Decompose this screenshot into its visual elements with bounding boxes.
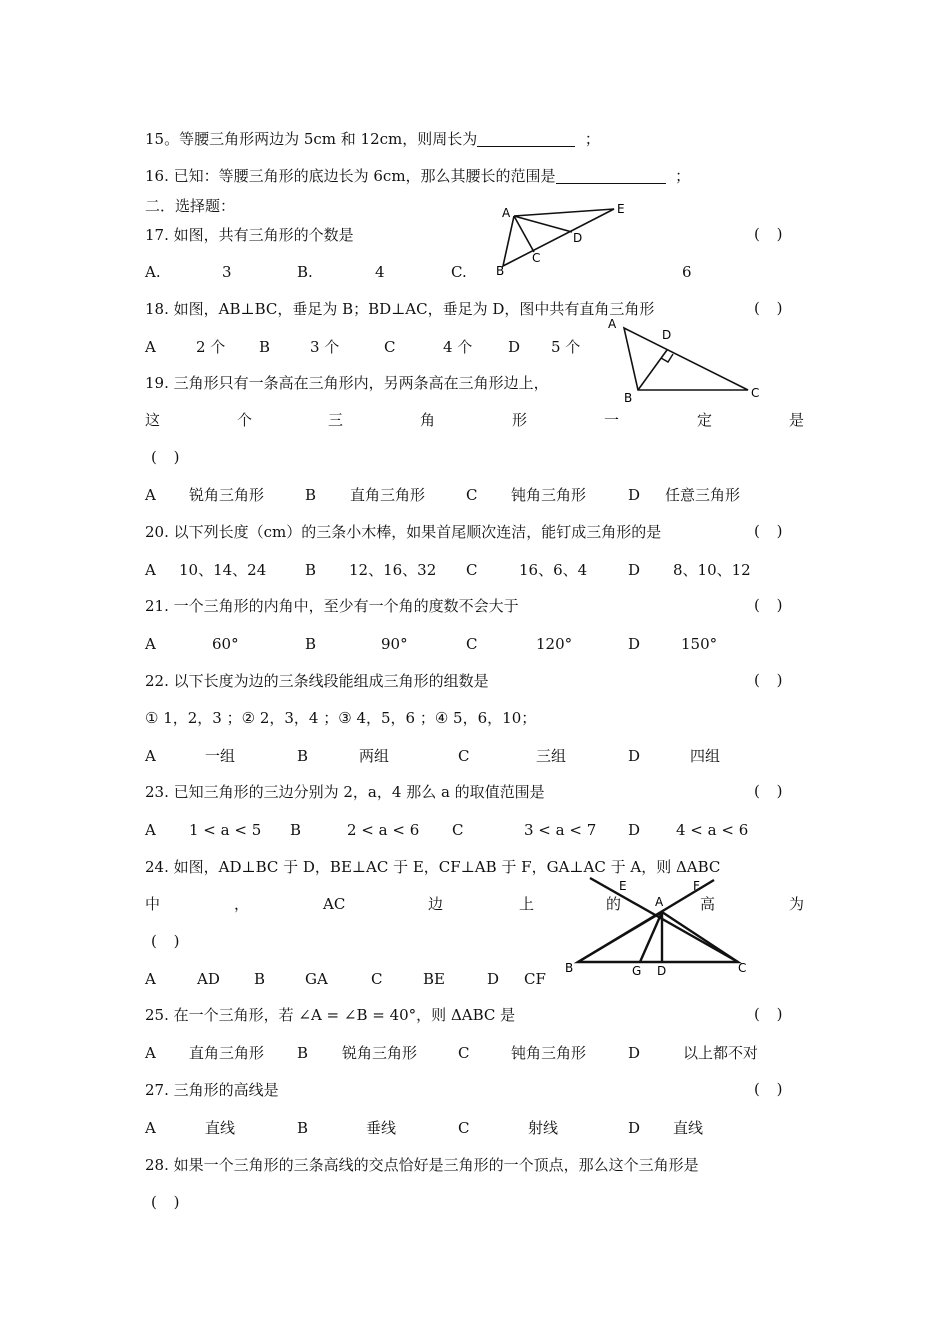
- option-a-value: 一组: [205, 747, 236, 765]
- question-27-text: 27. 三角形的高线是: [145, 1081, 279, 1099]
- option-a-label[interactable]: A: [145, 970, 156, 988]
- option-d-label[interactable]: D: [628, 635, 641, 653]
- option-a-label[interactable]: A: [145, 486, 156, 504]
- option-c-label[interactable]: C: [466, 486, 478, 504]
- point-label: E: [619, 879, 627, 893]
- option-a-value: 直线: [205, 1119, 236, 1137]
- option-c-value: 钝角三角形: [511, 1044, 587, 1062]
- point-label: A: [608, 317, 617, 331]
- option-c-value: 6: [682, 263, 692, 281]
- option-c-value: 4 个: [443, 338, 473, 356]
- option-a-label[interactable]: A: [145, 635, 156, 653]
- figure-q17: [494, 200, 634, 280]
- section-heading: 二．选择题：: [145, 197, 236, 215]
- figure-line: [624, 328, 748, 390]
- option-d-value: 直线: [673, 1119, 704, 1137]
- question-19-word: 三: [328, 411, 344, 429]
- option-d-value: 4 < a < 6: [676, 821, 749, 839]
- answer-paren: ( ): [754, 225, 789, 243]
- option-d-value: 150°: [681, 635, 718, 653]
- question-23-text: 23. 已知三角形的三边分别为 2，a，4 那么 a 的取值范围是: [145, 783, 545, 801]
- option-c-label[interactable]: C: [466, 561, 478, 579]
- option-c-label[interactable]: C: [458, 1044, 470, 1062]
- option-b-label[interactable]: B: [290, 821, 302, 839]
- question-22-sets: ① 1，2，3 ；② 2，3，4 ；③ 4，5，6 ；④ 5，6，10；: [145, 709, 537, 727]
- question-24-word: 的: [606, 895, 622, 913]
- question-25-text: 25. 在一个三角形，若 ∠A = ∠B = 40°，则 ΔABC 是: [145, 1006, 516, 1024]
- option-a-value: 10、14、24: [179, 561, 267, 579]
- option-d-value: 5 个: [551, 338, 581, 356]
- question-24-word: 为: [789, 895, 805, 913]
- option-a-label[interactable]: A.: [145, 263, 161, 281]
- answer-paren: ( ): [754, 1080, 789, 1098]
- option-c-label[interactable]: C: [384, 338, 396, 356]
- option-b-value: 2 < a < 6: [347, 821, 420, 839]
- point-label: B: [624, 391, 633, 405]
- question-24-word: 高: [700, 895, 716, 913]
- answer-blank[interactable]: [477, 131, 575, 147]
- option-d-label[interactable]: D: [487, 970, 500, 988]
- option-a-value: 2 个: [196, 338, 226, 356]
- question-22-text: 22. 以下长度为边的三条线段能组成三角形的组数是: [145, 672, 489, 690]
- option-b-value: GA: [305, 970, 328, 988]
- answer-paren: ( ): [151, 1193, 186, 1211]
- answer-paren: ( ): [754, 671, 789, 689]
- option-b-value: 90°: [381, 635, 408, 653]
- question-19-word: 形: [512, 411, 528, 429]
- question-24-word: AC: [323, 895, 346, 913]
- point-label: C: [738, 961, 747, 975]
- point-label: A: [655, 895, 664, 909]
- option-d-label[interactable]: D: [628, 1044, 641, 1062]
- option-a-value: 60°: [212, 635, 239, 653]
- option-c-label[interactable]: C: [466, 635, 478, 653]
- option-b-value: 4: [375, 263, 385, 281]
- figure-q18: [606, 314, 766, 406]
- question-19-word: 定: [697, 411, 713, 429]
- option-d-label[interactable]: D: [628, 486, 641, 504]
- option-c-value: 钝角三角形: [511, 486, 587, 504]
- point-label: B: [496, 264, 505, 278]
- option-b-label[interactable]: B.: [297, 263, 313, 281]
- option-a-label[interactable]: A: [145, 338, 156, 356]
- question-16-tail: ；: [675, 167, 691, 185]
- option-b-value: 12、16、32: [349, 561, 437, 579]
- question-19-text: 19. 三角形只有一条高在三角形内，另两条高在三角形边上，: [145, 374, 549, 392]
- question-24-word: 中: [145, 895, 161, 913]
- option-c-value: 三组: [536, 747, 567, 765]
- option-a-label[interactable]: A: [145, 1044, 156, 1062]
- option-a-label[interactable]: A: [145, 1119, 156, 1137]
- point-label: G: [632, 964, 642, 978]
- answer-paren: ( ): [754, 299, 789, 317]
- option-b-label[interactable]: B: [305, 486, 317, 504]
- option-d-label[interactable]: D: [508, 338, 521, 356]
- question-19-word: 是: [789, 411, 805, 429]
- question-16-text: 16. 已知：等腰三角形的底边长为 6cm，那么其腰长的范围是: [145, 167, 556, 185]
- option-d-label[interactable]: D: [628, 747, 641, 765]
- answer-paren: ( ): [151, 448, 186, 466]
- answer-paren: ( ): [754, 782, 789, 800]
- question-19-word: 这: [145, 411, 161, 429]
- option-b-value: 直角三角形: [350, 486, 426, 504]
- option-b-label[interactable]: B: [305, 635, 317, 653]
- option-c-label[interactable]: C: [452, 821, 464, 839]
- option-b-value: 3 个: [310, 338, 340, 356]
- option-d-value: 任意三角形: [665, 486, 741, 504]
- question-24-word: 上: [519, 895, 535, 913]
- point-label: D: [657, 964, 667, 978]
- option-d-label[interactable]: D: [628, 561, 641, 579]
- option-a-label[interactable]: A: [145, 821, 156, 839]
- option-b-value: 锐角三角形: [342, 1044, 418, 1062]
- option-c-label[interactable]: C: [371, 970, 383, 988]
- question-16: [145, 166, 690, 186]
- option-b-label[interactable]: B: [297, 1119, 309, 1137]
- point-label: A: [502, 206, 511, 220]
- point-label: D: [662, 328, 672, 342]
- figure-line: [590, 878, 738, 962]
- question-17-text: 17. 如图，共有三角形的个数是: [145, 226, 354, 244]
- option-d-value: 8、10、12: [673, 561, 751, 579]
- answer-paren: ( ): [151, 932, 186, 950]
- option-a-value: 锐角三角形: [189, 486, 265, 504]
- point-label: F: [693, 879, 700, 893]
- option-a-value: 3: [222, 263, 232, 281]
- option-c-value: 射线: [528, 1119, 559, 1137]
- question-15: [145, 129, 600, 149]
- option-a-value: 1 < a < 5: [189, 821, 262, 839]
- answer-paren: ( ): [754, 522, 789, 540]
- question-18-text: 18. 如图，AB⊥BC，垂足为 B；BD⊥AC，垂足为 D，图中共有直角三角形: [145, 300, 655, 318]
- figure-q24: [562, 874, 762, 982]
- question-24-word: 边: [428, 895, 444, 913]
- option-c-label[interactable]: C: [458, 747, 470, 765]
- question-28-text: 28. 如果一个三角形的三条高线的交点恰好是三角形的一个顶点，那么这个三角形是: [145, 1156, 699, 1174]
- question-21-text: 21. 一个三角形的内角中，至少有一个角的度数不会大于: [145, 597, 519, 615]
- point-label: C: [532, 251, 541, 265]
- option-b-label[interactable]: B: [254, 970, 266, 988]
- point-label: C: [751, 386, 760, 400]
- option-c-value: 16、6、4: [519, 561, 588, 579]
- option-b-label[interactable]: B: [297, 747, 309, 765]
- answer-paren: ( ): [754, 596, 789, 614]
- option-c-value: 3 < a < 7: [524, 821, 597, 839]
- option-c-label[interactable]: C.: [451, 263, 467, 281]
- question-19-word: 一: [604, 411, 620, 429]
- question-20-text: 20. 以下列长度（cm）的三条小木棒，如果首尾顺次连洁，能钉成三角形的是: [145, 523, 662, 541]
- option-d-value: 以上都不对: [683, 1044, 759, 1062]
- point-label: B: [565, 961, 574, 975]
- option-b-value: 垂线: [366, 1119, 397, 1137]
- option-b-label[interactable]: B: [305, 561, 317, 579]
- option-c-label[interactable]: C: [458, 1119, 470, 1137]
- figure-line: [638, 350, 667, 390]
- question-19-word: 个: [237, 411, 253, 429]
- option-a-label[interactable]: A: [145, 561, 156, 579]
- question-24-text: 24. 如图，AD⊥BC 于 D，BE⊥AC 于 E，CF⊥AB 于 F，GA⊥AC 于 A，则 ΔABC: [145, 858, 721, 876]
- answer-paren: ( ): [754, 1005, 789, 1023]
- option-b-label[interactable]: B: [297, 1044, 309, 1062]
- option-d-value: 四组: [690, 747, 721, 765]
- option-c-value: BE: [423, 970, 445, 988]
- question-19-word: 角: [420, 411, 436, 429]
- option-a-label[interactable]: A: [145, 747, 156, 765]
- question-15-text: 15。等腰三角形两边为 5cm 和 12cm，则周长为: [145, 130, 478, 148]
- point-label: E: [617, 202, 625, 216]
- figure-line: [514, 216, 572, 232]
- option-a-value: 直角三角形: [189, 1044, 265, 1062]
- option-b-value: 两组: [359, 747, 390, 765]
- option-d-label[interactable]: D: [628, 1119, 641, 1137]
- answer-blank[interactable]: [556, 168, 666, 184]
- point-label: D: [573, 231, 583, 245]
- option-d-value: CF: [524, 970, 546, 988]
- question-15-tail: ；: [584, 130, 600, 148]
- option-c-value: 120°: [536, 635, 573, 653]
- option-b-label[interactable]: B: [259, 338, 271, 356]
- question-24-word: ，: [234, 895, 250, 913]
- option-d-label[interactable]: D: [628, 821, 641, 839]
- option-a-value: AD: [197, 970, 220, 988]
